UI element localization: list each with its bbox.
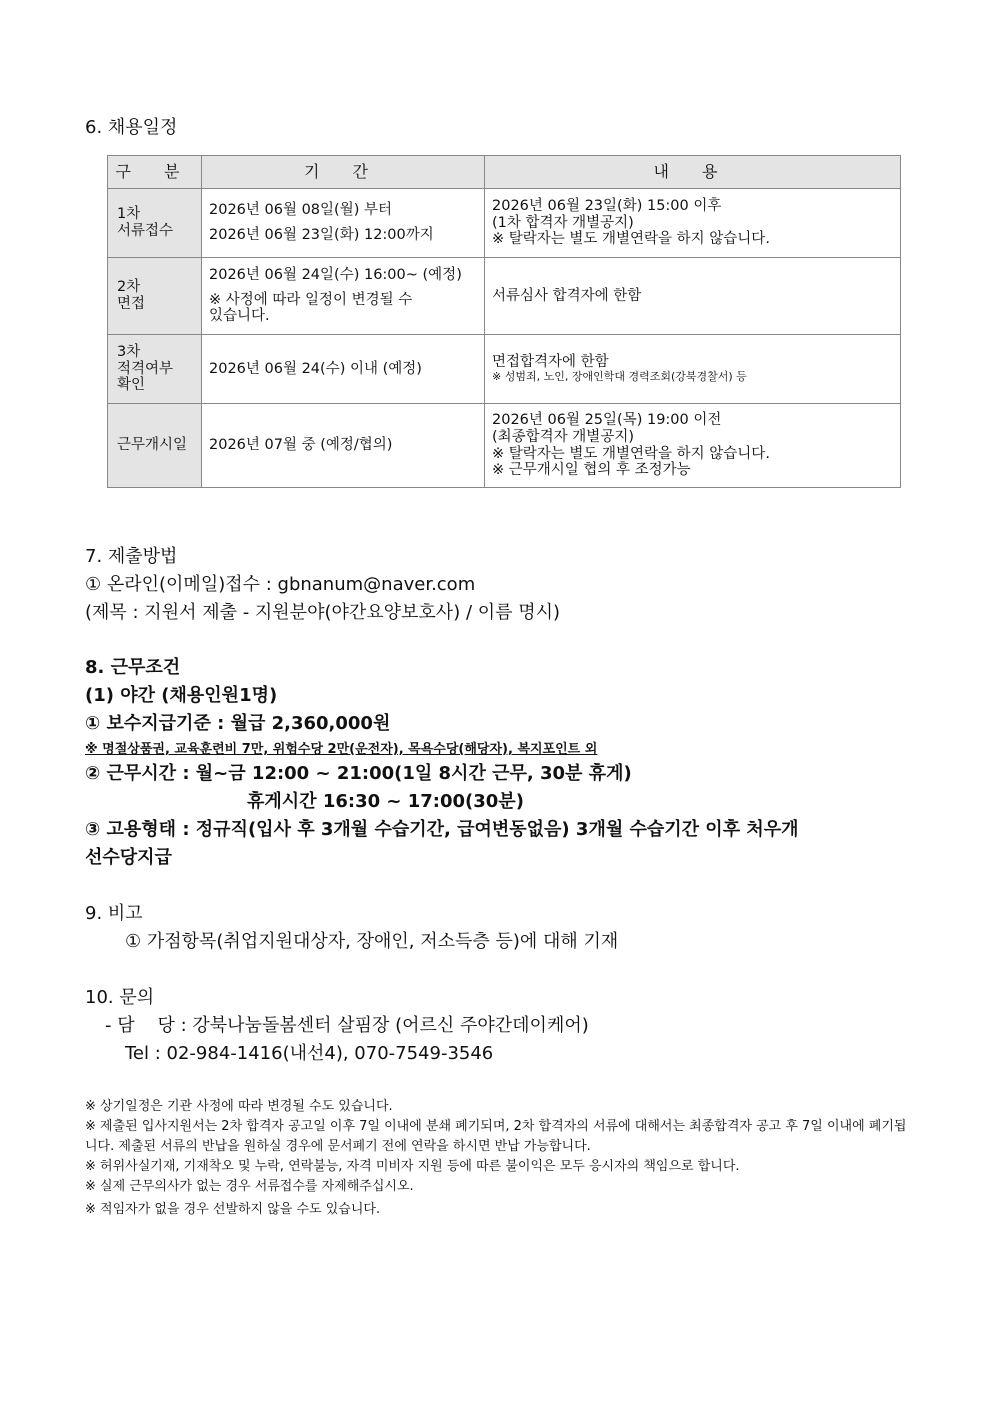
note-item: ※ 상기일정은 기관 사정에 따라 변경될 수도 있습니다. xyxy=(85,1099,393,1114)
working-hours: ② 근무시간 : 월~금 12:00 ~ 21:00(1일 8시간 근무, 30분 휴게) xyxy=(85,763,632,784)
row-category: 2차 면접 xyxy=(108,258,202,335)
employment-type: ③ 고용형태 : 정규직(입사 후 3개월 수습기간, 급여변동없음) 3개월 수습기간 이후 처우개 xyxy=(85,819,799,840)
night-shift-subtitle: (1) 야간 (채용인원1명) xyxy=(85,685,278,706)
employment-type-cont: 선수당지급 xyxy=(85,847,172,868)
pay-standard: ① 보수지급기준 : 월급 2,360,000원 xyxy=(85,713,391,734)
contact-phone: Tel : 02-984-1416(내선4), 070-7549-3546 xyxy=(125,1043,494,1064)
notes-list xyxy=(85,1097,910,1220)
row-category: 1차 서류접수 xyxy=(108,189,202,258)
row-period: 2026년 06월 24일(수) 16:00~ (예정) ※ 사정에 따라 일정이 변경될 수 있습니다. xyxy=(202,258,485,335)
row-category: 3차 적격여부 확인 xyxy=(108,335,202,404)
section-7-title: 7. 제출방법 xyxy=(85,546,178,567)
schedule-header-row xyxy=(108,156,901,189)
row-category: 근무개시일 xyxy=(108,404,202,488)
table-row xyxy=(108,189,901,258)
row-period: 2026년 06월 24(수) 이내 (예정) xyxy=(202,335,485,404)
pay-benefits-note: ※ 명절상품권, 교육훈련비 7만, 위험수당 2만(운전자), 목욕수당(해당자), 복지포인트 외 xyxy=(85,742,598,757)
header-category: 구 분 xyxy=(108,156,202,189)
section-9-title: 9. 비고 xyxy=(85,903,143,924)
note-item: ※ 적임자가 없을 경우 선발하지 않을 수도 있습니다. xyxy=(85,1202,381,1217)
note-item: ※ 실제 근무의사가 없는 경우 서류접수를 자제해주십시오. xyxy=(85,1179,414,1194)
row-period: 2026년 06월 08일(월) 부터 2026년 06월 23일(화) 12:00까지 xyxy=(202,189,485,258)
header-content: 내 용 xyxy=(485,156,901,189)
section-10-title: 10. 문의 xyxy=(85,987,155,1008)
schedule-table xyxy=(107,155,901,488)
submission-method: ① 온라인(이메일)접수 : gbnanum@naver.com xyxy=(85,574,476,595)
section-8-title: 8. 근무조건 xyxy=(85,657,181,678)
table-row xyxy=(108,404,901,488)
row-content: 2026년 06월 23일(화) 15:00 이후 (1차 합격자 개별공지) ※ 탈락자는 별도 개별연락을 하지 않습니다. xyxy=(485,189,901,258)
row-content: 면접합격자에 한함 ※ 성범죄, 노인, 장애인학대 경력조회(강북경찰서) 등 xyxy=(485,335,901,404)
row-period: 2026년 07월 중 (예정/협의) xyxy=(202,404,485,488)
contact-person: - 담 당 : 강북나눔돌봄센터 살핌장 (어르신 주야간데이케어) xyxy=(105,1015,589,1036)
row-content: 서류심사 합격자에 한함 xyxy=(485,258,901,335)
note-item: ※ 허위사실기재, 기재착오 및 누락, 연락불능, 자격 미비자 지원 등에 따른 불이익은 모두 응시자의 책임으로 합니다. xyxy=(85,1159,740,1174)
row-content: 2026년 06월 25일(목) 19:00 이전 (최종합격자 개별공지) ※ 탈락자는 별도 개별연락을 하지 않습니다. ※ 근무개시일 협의 후 조정가능 xyxy=(485,404,901,488)
table-row xyxy=(108,335,901,404)
section-6-title: 6. 채용일정 xyxy=(85,117,178,138)
header-period: 기 간 xyxy=(202,156,485,189)
note-item: ※ 제출된 입사지원서는 2차 합격자 공고일 이후 7일 이내에 분쇄 폐기되며, 2차 합격자의 서류에 대해서는 최종합격자 공고 후 7일 이내에 폐기됩니다. 제출된 서류의 반납을 원하실 경우에 문서폐기 전에 연락을 하시면 반납 가능합니다. xyxy=(85,1119,907,1154)
submission-subject-note: (제목 : 지원서 제출 - 지원분야(야간요양보호사) / 이름 명시) xyxy=(85,602,561,623)
table-row xyxy=(108,258,901,335)
break-time: 휴게시간 16:30 ~ 17:00(30분) xyxy=(247,791,524,812)
bonus-points-note: ① 가점항목(취업지원대상자, 장애인, 저소득층 등)에 대해 기재 xyxy=(125,931,619,952)
